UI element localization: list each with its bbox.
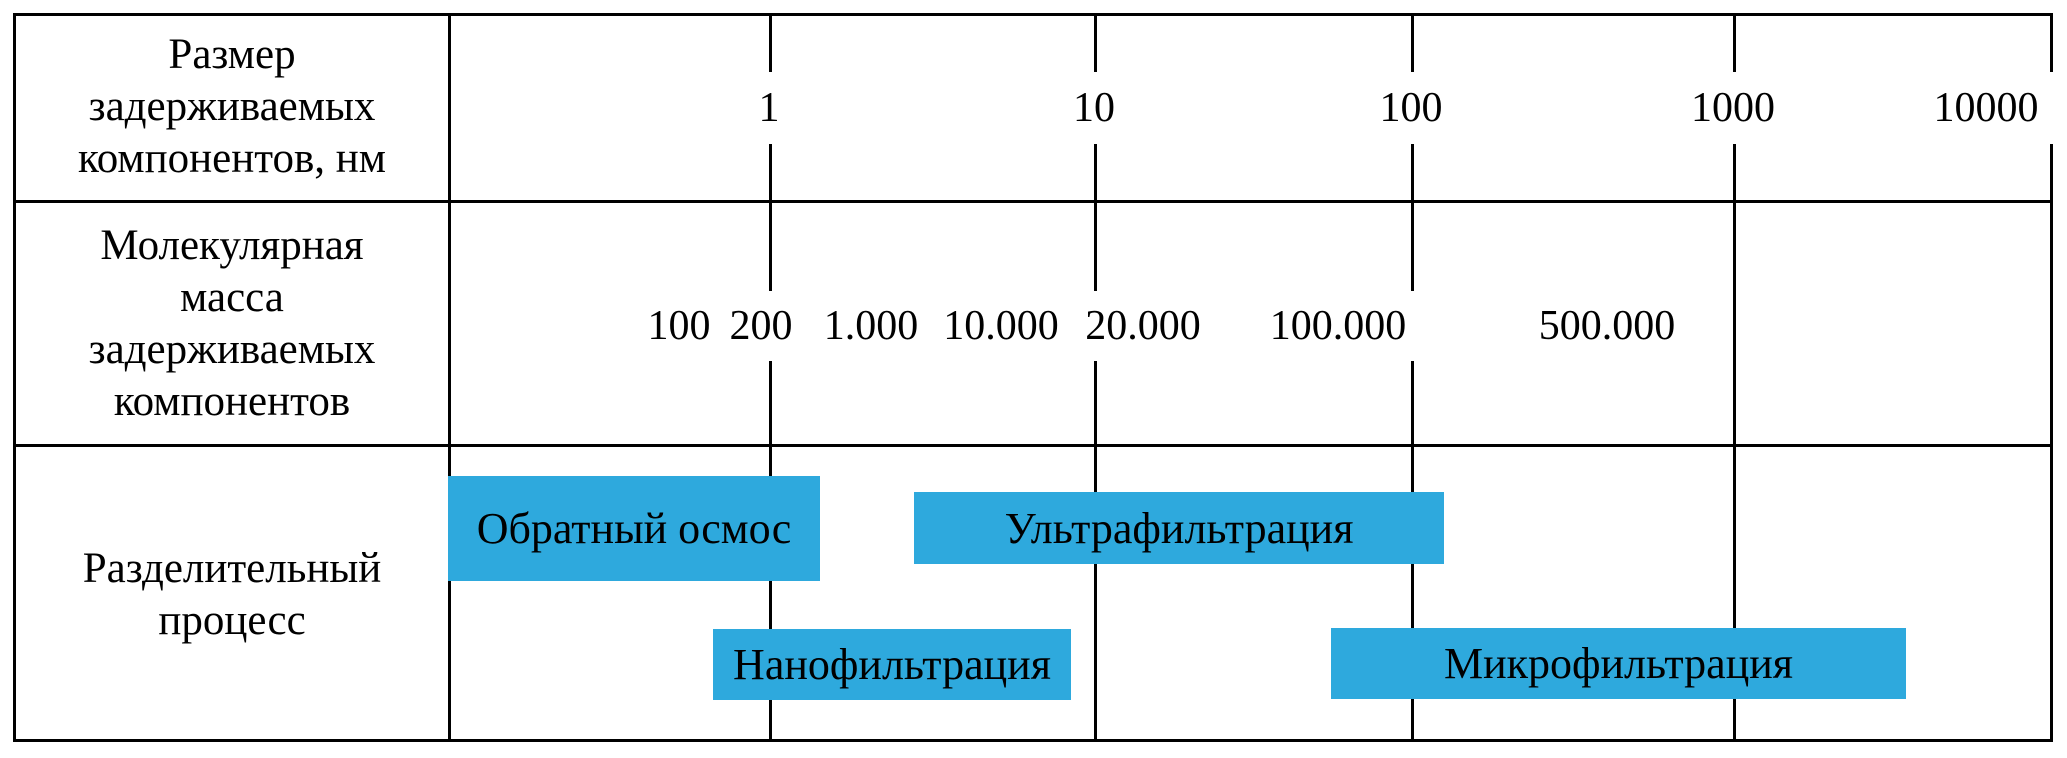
row-header-process xyxy=(16,447,448,742)
mass-value-20000: 20.000 xyxy=(1074,291,1212,361)
row-header-process-line2: процесс xyxy=(158,596,306,644)
size-tick-label-10: 10 xyxy=(1057,72,1131,144)
row-header-process-line1: Разделительный xyxy=(82,544,382,592)
mass-value-200: 200 xyxy=(719,291,804,361)
size-tick-label-1000: 1000 xyxy=(1675,72,1791,144)
process-bar-ultrafiltration-label: Ультрафильтрация xyxy=(1004,503,1354,553)
process-bar-reverse-osmosis xyxy=(448,476,820,581)
process-bar-reverse-osmosis-label: Обратный осмос xyxy=(476,504,792,553)
row-header-size-line2: задерживаемых xyxy=(88,82,376,130)
row-header-size xyxy=(16,13,448,200)
process-bar-microfiltration-label: Микрофильтрация xyxy=(1443,639,1794,688)
size-tick-label-1: 1 xyxy=(743,72,796,144)
process-bar-microfiltration xyxy=(1331,628,1906,699)
mass-value-500000: 500.000 xyxy=(1528,291,1687,361)
row-header-mass-line1: Молекулярная xyxy=(100,221,364,269)
process-bar-nanofiltration-label: Нанофильтрация xyxy=(733,640,1051,689)
mass-value-100: 100 xyxy=(637,291,722,361)
mass-value-10000: 10.000 xyxy=(932,291,1070,361)
row-header-size-line3: компонентов, нм xyxy=(78,134,386,182)
row-header-mass-line2: масса xyxy=(180,273,284,321)
mass-value-100000: 100.000 xyxy=(1259,291,1418,361)
row-header-mass-line3: задерживаемых xyxy=(88,325,376,373)
row-header-mass-line4: компонентов xyxy=(113,377,351,425)
size-tick-label-10000: 10000 xyxy=(1918,72,2055,144)
process-bar-nanofiltration xyxy=(713,629,1071,700)
mass-value-1000: 1.000 xyxy=(813,291,930,361)
label-column-divider xyxy=(448,13,451,742)
size-tick-label-100: 100 xyxy=(1364,72,1459,144)
process-bar-ultrafiltration xyxy=(914,492,1444,564)
row-header-mass xyxy=(16,203,448,444)
row-header-size-line1: Размер xyxy=(168,30,296,78)
